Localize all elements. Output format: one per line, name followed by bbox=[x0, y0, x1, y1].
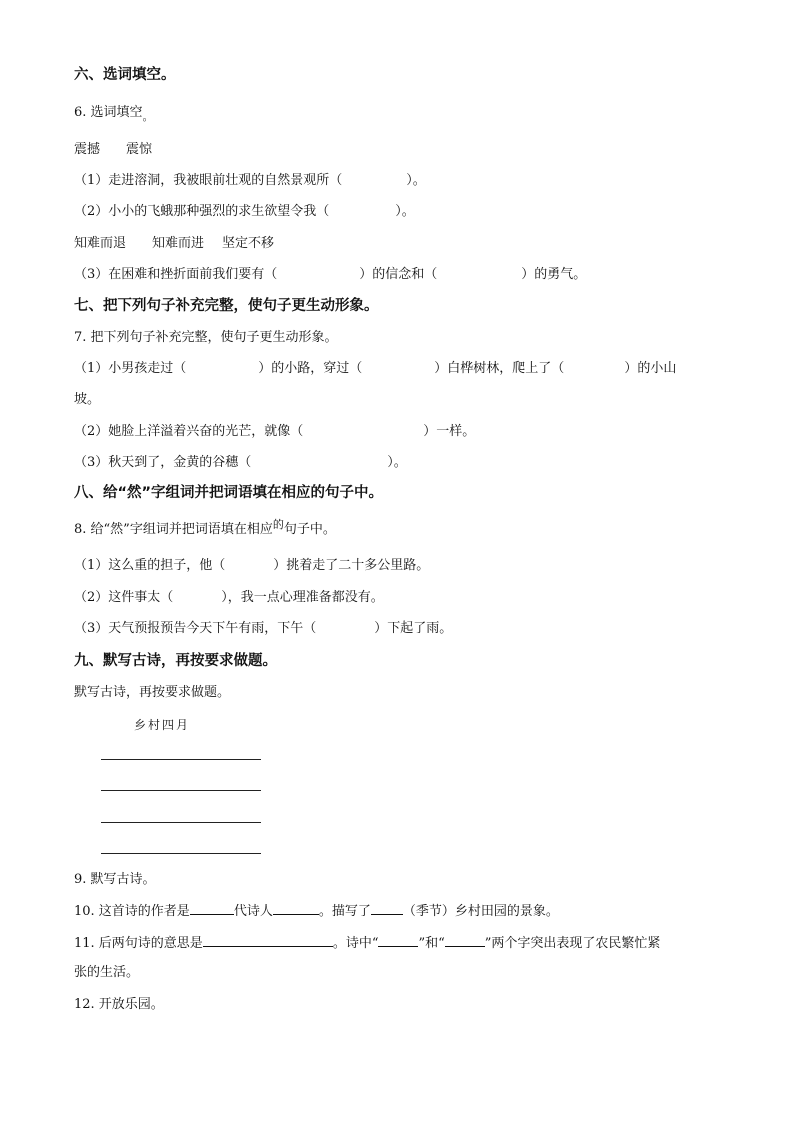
question-10 bbox=[74, 901, 559, 921]
question-8 bbox=[74, 518, 336, 539]
question-12: 12. 开放乐园。 bbox=[74, 997, 164, 1012]
answer-blank[interactable] bbox=[273, 901, 319, 915]
sentence-6-1 bbox=[74, 172, 426, 190]
sentence-8-3 bbox=[74, 620, 452, 638]
question-9-intro: 默写古诗，再按要求做题。 bbox=[74, 685, 231, 700]
section-8-heading: 八、给“然”字组词并把词语填在相应的句子中。 bbox=[74, 485, 384, 501]
sentence-7-1-cont: 坡。 bbox=[74, 392, 101, 407]
sentence-7-1 bbox=[74, 360, 676, 378]
word-bank-2 bbox=[74, 235, 274, 253]
sentence-text: （3）天气预报预告今天下午有雨，下午（ bbox=[74, 621, 317, 636]
section-6-heading: 六、选词填空。 bbox=[74, 67, 176, 83]
word-option: 知难而退 bbox=[74, 236, 127, 251]
sentence-text: ）。 bbox=[387, 455, 407, 470]
sentence-text: ）下起了雨。 bbox=[374, 621, 453, 636]
sentence-text: ）的小山 bbox=[624, 361, 677, 376]
question-11-cont: 张的生活。 bbox=[74, 965, 140, 980]
sentence-text: ）一样。 bbox=[423, 424, 476, 439]
word-option: 震撼 bbox=[74, 142, 101, 157]
sentence-text: ）的小路，穿过（ bbox=[258, 361, 363, 376]
sentence-text: （1）小男孩走过（ bbox=[74, 361, 187, 376]
answer-blank[interactable] bbox=[203, 933, 333, 947]
poem-title: 乡村四月 bbox=[134, 718, 191, 732]
sentence-7-2 bbox=[74, 423, 475, 441]
sentence-text: ）白桦树林，爬上了（ bbox=[434, 361, 565, 376]
question-6-period: 。 bbox=[142, 110, 154, 123]
sentence-6-2 bbox=[74, 203, 415, 221]
question-7: 7. 把下列句子补充完整，使句子更生动形象。 bbox=[74, 330, 338, 345]
question-11 bbox=[74, 933, 660, 953]
question-text: ”两个字突出表现了农民繁忙紧 bbox=[484, 936, 661, 951]
word-option: 知难而进 bbox=[152, 236, 205, 251]
sentence-text: ）挑着走了二十多公里路。 bbox=[273, 558, 430, 573]
sentence-7-3 bbox=[74, 454, 407, 472]
word-bank-1 bbox=[74, 141, 152, 159]
sentence-text: ）的勇气。 bbox=[521, 267, 587, 282]
word-option: 坚定不移 bbox=[222, 236, 275, 251]
sentence-6-3 bbox=[74, 266, 586, 284]
answer-blank[interactable] bbox=[378, 933, 418, 947]
question-text: 。描写了 bbox=[318, 904, 371, 919]
question-text: 代诗人 bbox=[233, 904, 273, 919]
poem-writing-line[interactable] bbox=[101, 790, 261, 791]
poem-writing-line[interactable] bbox=[101, 853, 261, 854]
question-text: 8. 给“然”字组词并把词语填在相应 bbox=[74, 522, 273, 537]
answer-blank[interactable] bbox=[371, 901, 403, 915]
sentence-text: （2）小小的飞蛾那种强烈的求生欲望令我（ bbox=[74, 204, 330, 219]
sentence-text: （1）走进溶洞，我被眼前壮观的自然景观所（ bbox=[74, 173, 343, 188]
sentence-text: ）。 bbox=[406, 173, 426, 188]
sentence-text: （2）这件事太（ bbox=[74, 590, 174, 605]
question-text-sup: 的 bbox=[272, 518, 284, 531]
sentence-8-2 bbox=[74, 589, 384, 607]
sentence-text: （3）在困难和挫折面前我们要有（ bbox=[74, 267, 278, 282]
sentence-text: ）。 bbox=[395, 204, 415, 219]
section-9-heading: 九、默写古诗，再按要求做题。 bbox=[74, 653, 277, 669]
section-7-heading: 七、把下列句子补充完整，使句子更生动形象。 bbox=[74, 298, 379, 314]
word-option: 震惊 bbox=[126, 142, 153, 157]
sentence-text: ），我一点心理准备都没有。 bbox=[221, 590, 384, 605]
question-6-text: 6. 选词填空 bbox=[74, 105, 143, 120]
sentence-text: （3）秋天到了，金黄的谷穗（ bbox=[74, 455, 252, 470]
question-text: 11. 后两句诗的意思是 bbox=[74, 936, 203, 951]
sentence-text: （2）她脸上洋溢着兴奋的光芒，就像（ bbox=[74, 424, 304, 439]
sentence-text: ）的信念和（ bbox=[359, 267, 438, 282]
question-text: （季节）乡村田园的景象。 bbox=[402, 904, 559, 919]
poem-writing-line[interactable] bbox=[101, 759, 261, 760]
answer-blank[interactable] bbox=[190, 901, 234, 915]
question-text: 10. 这首诗的作者是 bbox=[74, 904, 190, 919]
question-text: ”和“ bbox=[418, 936, 445, 951]
poem-writing-line[interactable] bbox=[101, 822, 261, 823]
sentence-8-1 bbox=[74, 557, 429, 575]
answer-blank[interactable] bbox=[445, 933, 485, 947]
question-6 bbox=[74, 104, 154, 122]
question-text: 句子中。 bbox=[283, 522, 336, 537]
question-9: 9. 默写古诗。 bbox=[74, 872, 156, 887]
sentence-text: （1）这么重的担子，他（ bbox=[74, 558, 226, 573]
question-text: 。诗中“ bbox=[332, 936, 379, 951]
